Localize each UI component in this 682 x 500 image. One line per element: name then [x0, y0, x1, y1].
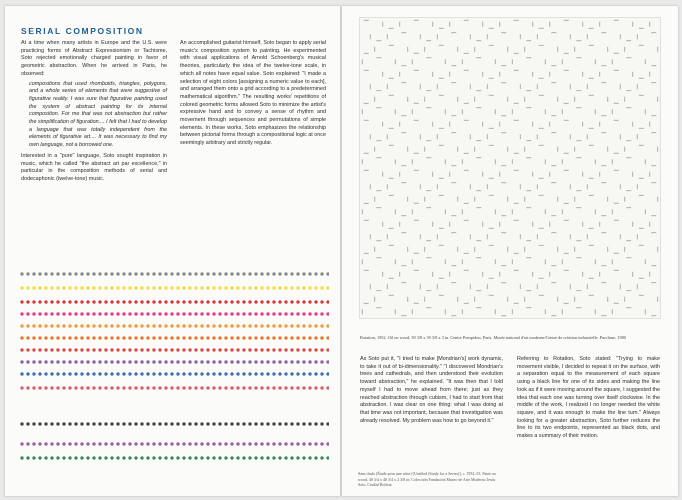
dot-row [19, 456, 329, 460]
dot-row [19, 272, 329, 276]
right-column-2 [517, 356, 660, 442]
dot-row [19, 422, 329, 426]
paragraph-mondrian: As Soto put it, "I tried to make [Mondrian's] work dynamic, to take it out of bi-dimensionality." "I discovered Mondrian's trees and cathedrals, and then understood their evolution toward abstraction," he explained. "It was then that I told myself I had to move ahead from there; just as they reached abstraction through cubism, I had to start from that abstraction. I was clear on one thing: what I was doing at that time was not important, because that investigation was already resolved. My problem was how to go beyond it." [360, 356, 503, 424]
dot-row [19, 372, 329, 376]
dot-row [19, 336, 329, 340]
dot-row [19, 324, 329, 328]
artwork-caption: Rotation, 1952. Oil on wood, 39 3/8 x 39 3/8 x 3 in. Centre Pompidou, Paris. Musée national d'art moderne/Centre de création industrielle. Purchase, 1980 [360, 335, 626, 340]
dot-row [19, 386, 329, 390]
dot-row [19, 348, 329, 352]
paragraph-music: Interested in a "pure" language, Soto sought inspiration in music, which he called "the abstract art par excellence," in particular in the composition methods of serial and dodecaphonic (twelve-tone) music. [21, 152, 167, 182]
dot-row [19, 360, 329, 364]
paragraph-serial: An accomplished guitarist himself, Soto began to apply serial music's composition system to painting. He experimented with visual applications of Arnold Schoenberg's musical theories, particularly the idea of the twelve-tone scale, in which all notes have equal value. Soto explained: "I made a selection of eight colors [assigning a numeric value to each], and arranged them onto a grid according to a predetermined mathematical algorithm." The resulting works' repetitions of colored geometric forms allowed Soto to minimize the artist's expressive hand and to convey a sense of rhythm and movement through sequences and permutations of simple elements. In these works, Soto emphasizes the relationship between pictorial forms through a compositional logic at once seemingly arbitrary and strictly regular. [180, 40, 326, 147]
left-column-1 [21, 40, 167, 185]
section-title: SERIAL COMPOSITION [21, 26, 144, 36]
soto-quote: compositions that used rhomboids, triangles, polygons, and a whole series of elements that were suggestive of figurative reality. I was sure that figurative painting used the system of abstract painting for its internal composition. For me that was not abstraction but rather the simplification of figuration.... I felt that I had to develop a language that was totally independent from the elements of figurative art.... It was necessary to find my own language, not a borrowed one. [29, 80, 167, 149]
dot-row [19, 442, 329, 446]
dot-row [19, 312, 329, 316]
left-page [5, 6, 340, 496]
left-column-2 [180, 40, 326, 149]
serial-dots-artwork [19, 272, 329, 492]
rotation-artwork [360, 18, 660, 318]
dot-row [19, 286, 329, 290]
paragraph-intro: At a time when many artists in Europe and the U.S. were practicing forms of Abstract Expressionism or Tachisme, Soto rejected emotionally charged painting in favor of geometric abstraction. When he arrived in Paris, he observed: [21, 40, 167, 77]
footer-caption: Sans título (Étude pour une série) [Untitled (Study for a Series)], c. 1952–53. Paint on wood, 40 3/4 x 40 3/4 x 2 3/8 in. Colección Fundación Museo de Arte Moderno Jesús Soto, Ciudad Bolívar [358, 471, 496, 488]
right-column-1 [360, 356, 503, 426]
dot-row [19, 300, 329, 304]
right-page [342, 6, 678, 496]
paragraph-rotation: Referring to Rotation, Soto stated: "Trying to make movement visible, I decided to repeat it on the surface, with a separation equal to the measurement of each square using a black line for one of its sides and making the line look as if it were moving around the square, I suggested the idea that each one was turning over itself clockwise. In the middle of the work, I realized I no longer needed the white square, and it was enough to make the line turn." Always looking for a greater abstraction, Soto further reduces the line to its two endpoints, represented as black dots, and makes a summary of their motion. [517, 356, 660, 440]
